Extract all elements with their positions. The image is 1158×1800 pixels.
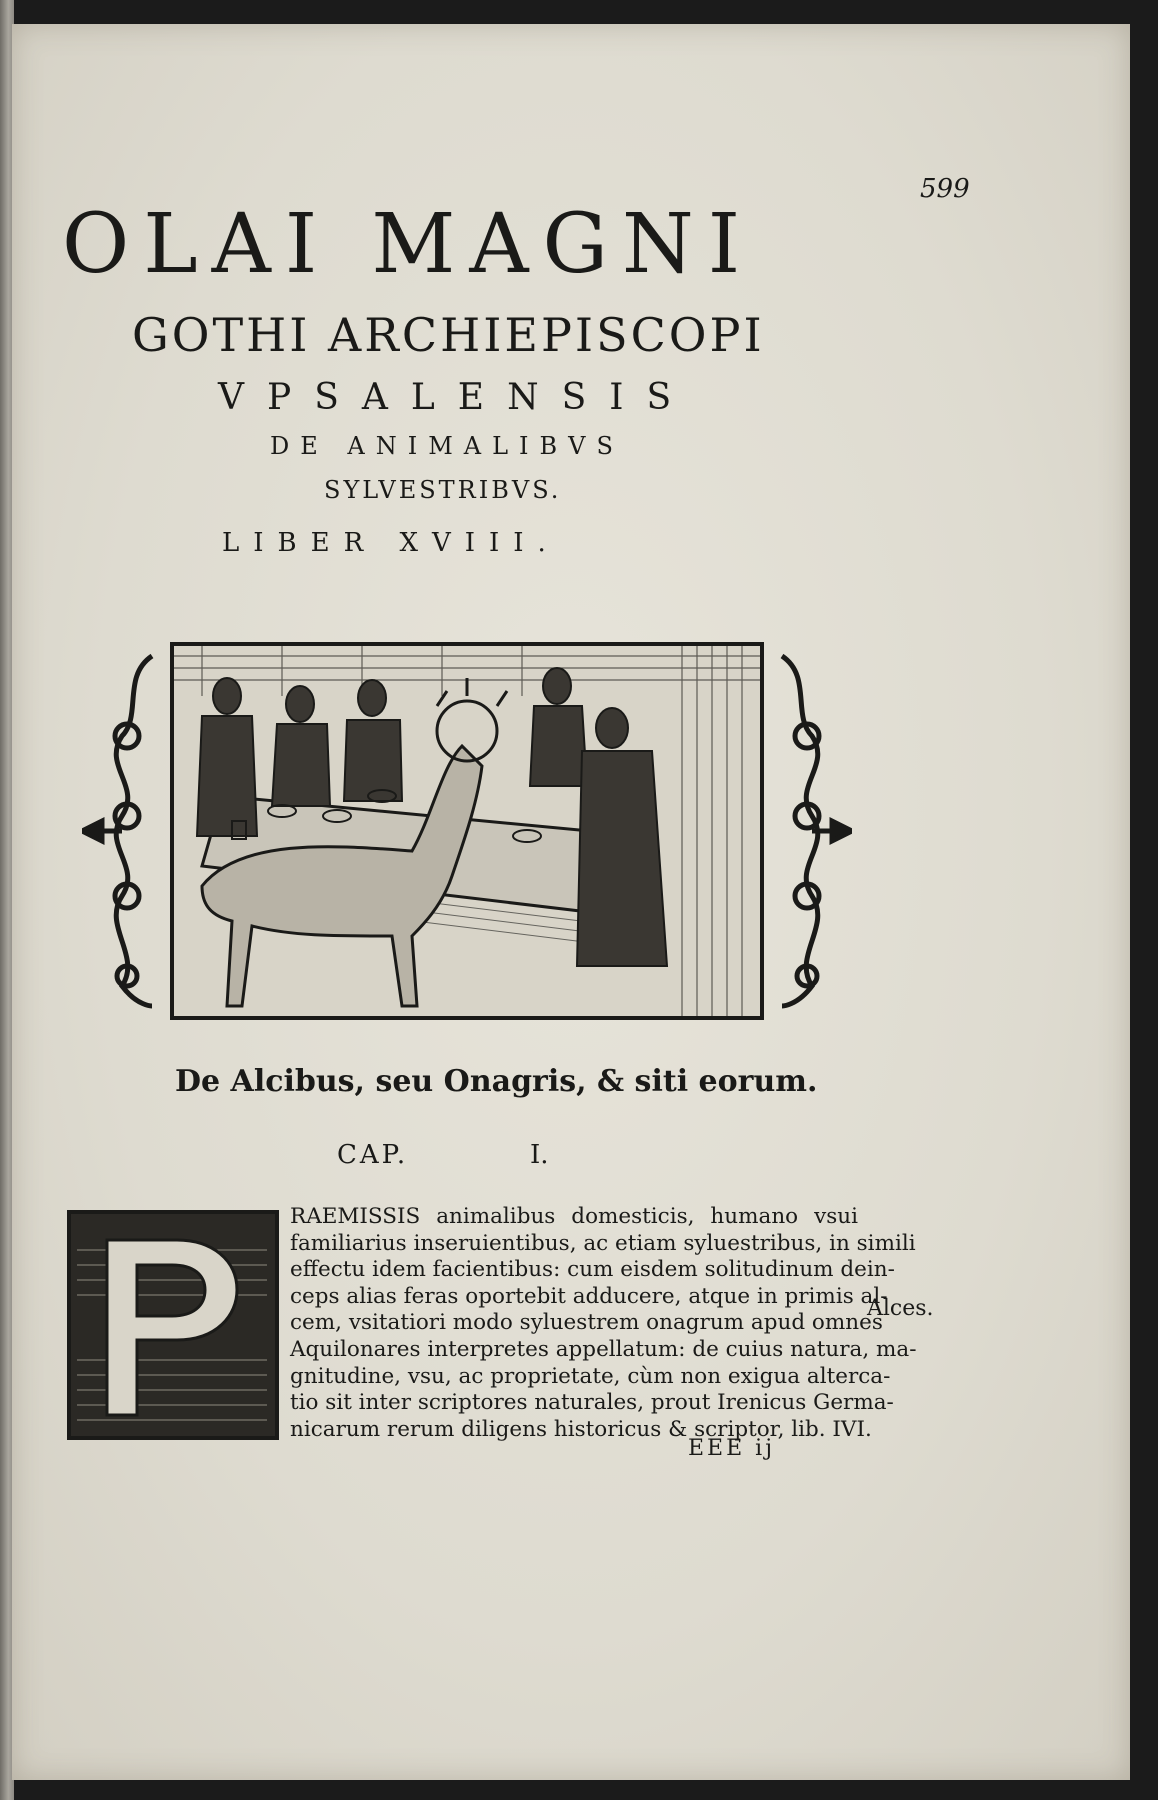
woodcut-illustration — [82, 636, 852, 1026]
body-line: familiarius inseruientibus, ac etiam syluestribus, in simili — [290, 1230, 916, 1256]
page-number: 599 — [920, 174, 970, 204]
signature-mark: EEE ij — [688, 1436, 776, 1461]
body-line: effectu idem facientibus: cum eisdem solitudinum dein- — [290, 1257, 895, 1283]
margin-note: Alces. — [867, 1296, 934, 1321]
title-line-3: VPSALENSIS — [218, 377, 695, 418]
chapter-number: I. — [530, 1140, 549, 1170]
title-line-4: DE ANIMALIBVS — [270, 432, 624, 460]
chapter-label: CAP. — [337, 1140, 409, 1170]
book-page — [12, 24, 1130, 1780]
body-line: cem, vsitatiori modo syluestrem onagrum apud omnes — [290, 1310, 883, 1336]
decorated-initial — [67, 1210, 279, 1440]
body-line: tio sit inter scriptores naturales, prout Irenicus Germa- — [290, 1390, 894, 1416]
body-line: ceps alias feras oportebit adducere, atque in primis al- — [290, 1283, 888, 1309]
title-line-5: SYLVESTRIBVS. — [324, 476, 562, 504]
body-line: Aquilonares interpretes appellatum: de cuius natura, ma- — [290, 1336, 917, 1362]
body-line: gnitudine, vsu, ac proprietate, cùm non exigua alterca- — [290, 1363, 891, 1389]
body-line: nicarum rerum diligens historicus & scriptor, lib. IVI. — [290, 1416, 872, 1442]
left-ornament — [82, 656, 152, 1006]
body-line: RAEMISSIS animalibus domesticis, humano vsui — [290, 1204, 858, 1229]
title-line-2: GOTHI ARCHIEPISCOPI — [132, 308, 765, 362]
title-line-1: OLAI MAGNI — [62, 197, 755, 292]
chapter-heading: De Alcibus, seu Onagris, & siti eorum. — [175, 1064, 818, 1099]
title-line-6: LIBER XVIII. — [222, 528, 560, 558]
right-ornament — [782, 656, 852, 1006]
